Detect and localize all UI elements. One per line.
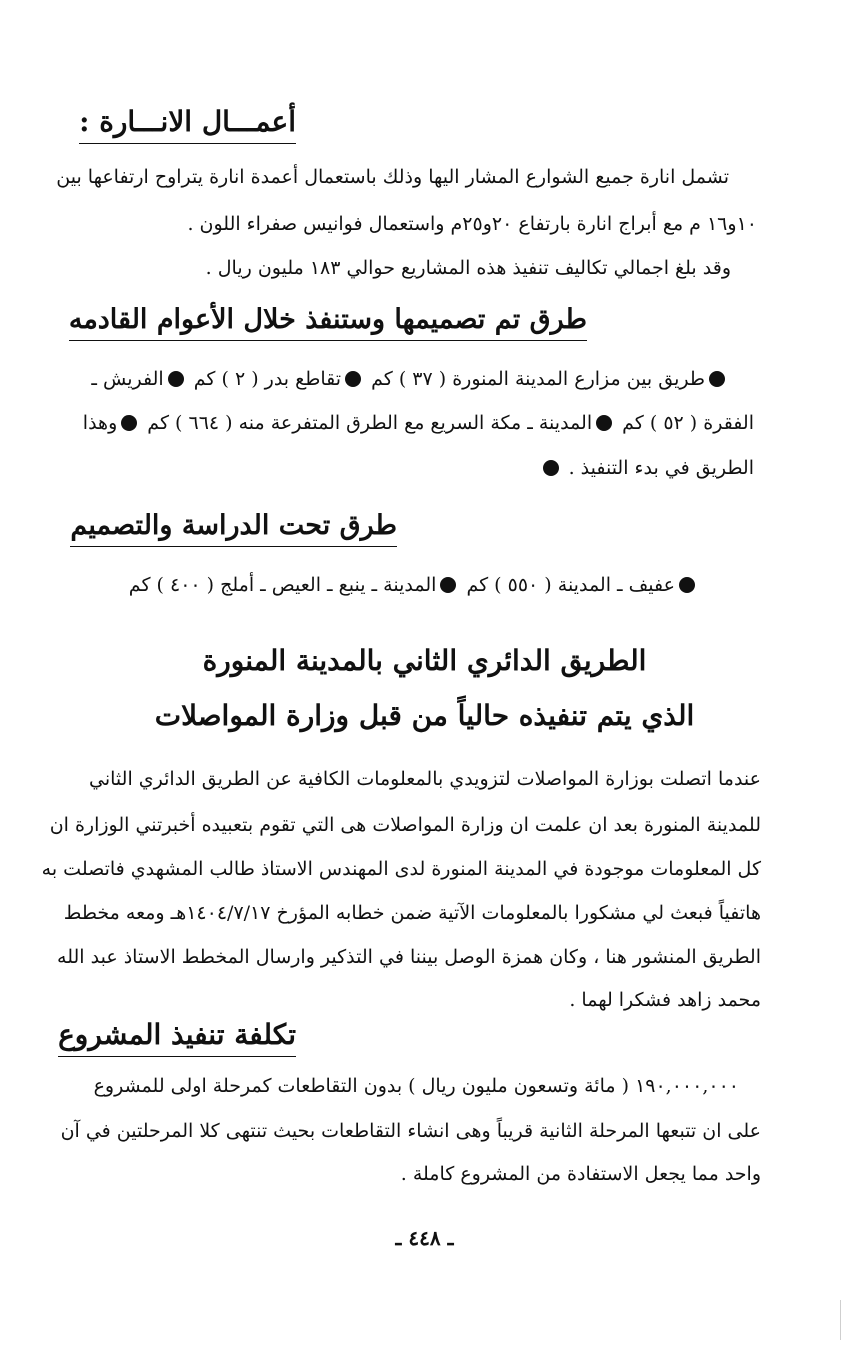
study-roads-line-1 (129, 574, 699, 597)
road-item-5: وهذا (82, 412, 118, 434)
lighting-heading: أعمـــال الانـــارة : (79, 105, 296, 144)
ring-road-line-3: كل المعلومات موجودة في المدينة المنورة لدى المهندس الاستاذ طالب المشهدي فاتصلت به (41, 858, 761, 880)
road-item-2: تقاطع بدر ( ٢ ) كم (193, 368, 342, 390)
road-item-4: المدينة ـ مكة السريع مع الطرق المتفرعة منه ( ٦٦٤ ) كم (147, 412, 593, 434)
page-number: ـ ٤٤٨ ـ (395, 1226, 454, 1250)
ring-road-title-line-1: الطريق الدائري الثاني بالمدينة المنورة (202, 644, 647, 677)
ring-road-line-1: عندما اتصلت بوزارة المواصلات لتزويدي بالمعلومات الكافية عن الطريق الدائري الثاني (89, 768, 761, 790)
margin-mark (840, 1300, 841, 1340)
road-item-1: طريق بين مزارع المدينة المنورة ( ٣٧ ) كم (371, 368, 705, 390)
ring-road-line-6: محمد زاهد فشكرا لهما . (569, 989, 761, 1011)
study-item-1: عفيف ـ المدينة ( ٥٥٠ ) كم (466, 574, 675, 596)
bullet-icon (679, 577, 695, 593)
ring-road-line-4: هاتفياً فبعث لي مشكورا بالمعلومات الآتية ضمن خطابه المؤرخ ١٤٠٤/٧/١٧هـ ومعه مخطط (63, 902, 761, 924)
lighting-line-3: وقد بلغ اجمالي تكاليف تنفيذ هذه المشاريع حوالي ١٨٣ مليون ريال . (205, 257, 731, 279)
project-cost-line-3: واحد مما يجعل الاستفادة من المشروع كاملة . (400, 1163, 761, 1185)
bullet-icon (121, 415, 137, 431)
study-item-2: المدينة ـ ينبع ـ العيص ـ أملج ( ٤٠٠ ) كم (128, 574, 437, 596)
bullet-icon (345, 371, 361, 387)
bullet-icon (440, 577, 456, 593)
road-item-5-cont: الطريق في بدء التنفيذ . (568, 457, 754, 479)
bullet-icon (168, 371, 184, 387)
project-cost-line-1: ١٩٠,٠٠٠,٠٠٠ ( مائة وتسعون مليون ريال ) بدون التقاطعات كمرحلة اولى للمشروع (93, 1075, 739, 1097)
designed-roads-heading: طرق تم تصميمها وستنفذ خلال الأعوام القادمه (69, 304, 587, 341)
ring-road-line-5: الطريق المنشور هنا ، وكان همزة الوصل بيننا في التذكير وارسال المخطط الاستاذ عبد الله (57, 946, 761, 968)
project-cost-heading: تكلفة تنفيذ المشروع (58, 1018, 296, 1057)
bullet-icon (543, 460, 559, 476)
study-roads-heading: طرق تحت الدراسة والتصميم (70, 510, 397, 547)
lighting-line-1: تشمل انارة جميع الشوارع المشار اليها وذلك باستعمال أعمدة انارة يتراوح ارتفاعها بين (56, 166, 729, 188)
lighting-line-2: ١٠و١٦ م مع أبراج انارة بارتفاع ٢٠و٢٥م واستعمال فوانيس صفراء اللون . (187, 213, 757, 235)
project-cost-line-2: على ان تتبعها المرحلة الثانية قريباً وهى انشاء التقاطعات بحيث تنتهى كلا المرحلتين في آن (60, 1120, 761, 1142)
designed-roads-line-2 (83, 412, 754, 435)
road-item-3: الفريش ـ (91, 368, 164, 390)
road-item-3-cont: الفقرة ( ٥٢ ) كم (622, 412, 754, 434)
bullet-icon (709, 371, 725, 387)
ring-road-title-line-2: الذي يتم تنفيذه حالياً من قبل وزارة المواصلات (154, 699, 695, 732)
designed-roads-line-1 (91, 368, 729, 391)
bullet-icon (596, 415, 612, 431)
designed-roads-line-3 (539, 457, 754, 480)
ring-road-line-2: للمدينة المنورة بعد ان علمت ان وزارة المواصلات هى التي تقوم بتعبيده أخبرتني الوزارة ان (49, 814, 761, 836)
